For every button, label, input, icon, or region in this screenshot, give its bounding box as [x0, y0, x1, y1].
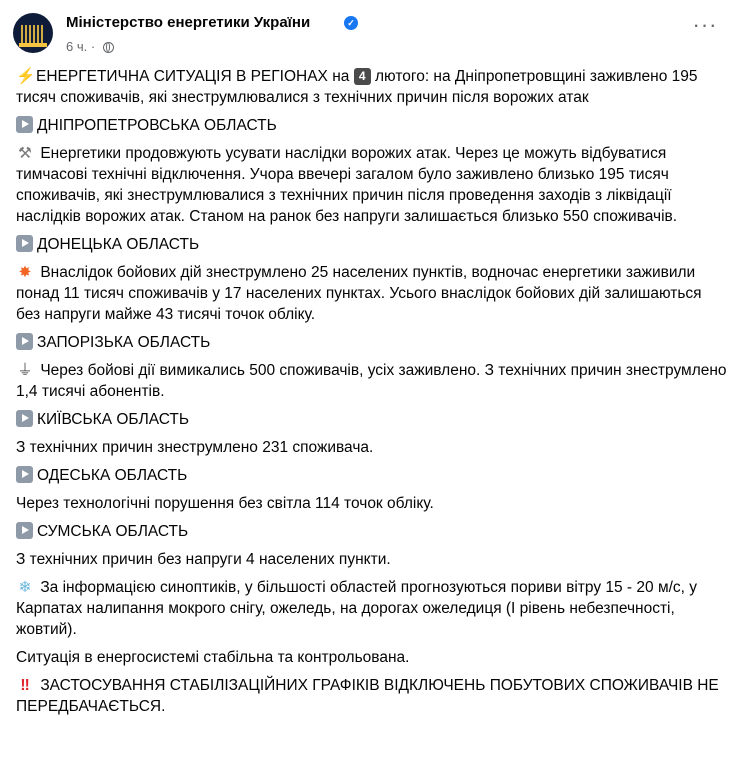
weather-paragraph: ❄ За інформацією синоптиків, у більшості областей прогнозуються пориви вітру 15 - 20 м/с, у Карпатах налипання мокрого снігу, ожеледь, на дорогах ожеледиця (І рівень небезпечності, жовтий). [16, 579, 698, 638]
play-icon [16, 522, 33, 539]
section-text-odesa: Через технологічні порушення без світла 114 точок обліку. [16, 495, 434, 512]
intro-paragraph [16, 66, 728, 108]
post-body [16, 66, 728, 724]
intro-suffix: лютого: на Дніпропетровщині заживлено 195 тисяч споживачів, які знеструмлювалися з технічних причин після ворожих атак [16, 68, 698, 106]
section-text-dnipro: ⚒ Енергетики продовжують усувати наслідки ворожих атак. Через це можуть відбуватися тимчасові технічні відключення. Учора ввечері загалом було заживлено близько 195 тисяч споживачів, які знеструмлювалися з технічних причин після проведення заходів з ліквідації наслідків ворожих атак. Станом на ранок без напруги залишається близько 550 споживачів. [16, 145, 678, 225]
warning-paragraph: ‼ ЗАСТОСУВАННЯ СТАБІЛІЗАЦІЙНИХ ГРАФІКІВ ВІДКЛЮЧЕНЬ ПОБУТОВИХ СПОЖИВАЧІВ НЕ ПЕРЕДБАЧАЄТЬСЯ. [16, 677, 719, 715]
section-title-odesa: ОДЕСЬКА ОБЛАСТЬ [16, 465, 728, 486]
plug-icon: ⏚ [17, 362, 33, 379]
post-header [0, 0, 742, 64]
avatar-graphic [21, 25, 45, 43]
stable-paragraph: Ситуація в енергосистемі стабільна та контрольована. [16, 649, 410, 666]
hammer-wrench-icon: ⚒ [18, 145, 32, 162]
section-text-sumy: З технічних причин без напруги 4 населених пункти. [16, 551, 391, 568]
play-icon [16, 466, 33, 483]
keycap-4-icon: 4 [354, 68, 371, 85]
section-text-donetsk: ✸ Внаслідок бойових дій знеструмлено 25 населених пунктів, водночас енергетики заживили понад 11 тисяч споживачів у 17 населених пунктах. Усього внаслідок бойових дій залишаються без напруги майже 43 тисячі точок обліку. [16, 264, 702, 323]
more-options-icon[interactable]: ··· [692, 12, 718, 37]
collision-icon: ✸ [18, 264, 32, 281]
play-icon [16, 116, 33, 133]
post-meta: 6 ч. · [66, 39, 114, 54]
double-exclamation-icon: ‼ [20, 677, 30, 694]
section-title-sumy: СУМСЬКА ОБЛАСТЬ [16, 521, 728, 542]
play-icon [16, 333, 33, 350]
verified-icon: ✓ [344, 16, 358, 30]
page-avatar[interactable] [13, 13, 53, 53]
page-name[interactable]: Міністерство енергетики України [66, 14, 311, 31]
avatar-graphic-base [19, 43, 47, 47]
section-text-kyiv: З технічних причин знеструмлено 231 споживача. [16, 439, 374, 456]
section-title-donetsk: ДОНЕЦЬКА ОБЛАСТЬ [16, 234, 728, 255]
post-time[interactable]: 6 ч. [66, 39, 88, 54]
play-icon [16, 410, 33, 427]
globe-icon [103, 42, 114, 53]
play-icon [16, 235, 33, 252]
section-title-kyiv: КИЇВСЬКА ОБЛАСТЬ [16, 409, 728, 430]
section-title-zaporizhzhia: ЗАПОРІЗЬКА ОБЛАСТЬ [16, 332, 728, 353]
intro-prefix: ЕНЕРГЕТИЧНА СИТУАЦІЯ В РЕГІОНАХ на [36, 68, 350, 85]
section-title-dnipro: ДНІПРОПЕТРОВСЬКА ОБЛАСТЬ [16, 115, 728, 136]
high-voltage-icon: ⚡ [16, 68, 36, 85]
section-text-zaporizhzhia: ⏚ Через бойові дії вимикались 500 споживачів, усіх заживлено. З технічних причин знеструмлено 1,4 тисячі абонентів. [16, 362, 727, 400]
snowflake-icon: ❄ [18, 579, 32, 596]
